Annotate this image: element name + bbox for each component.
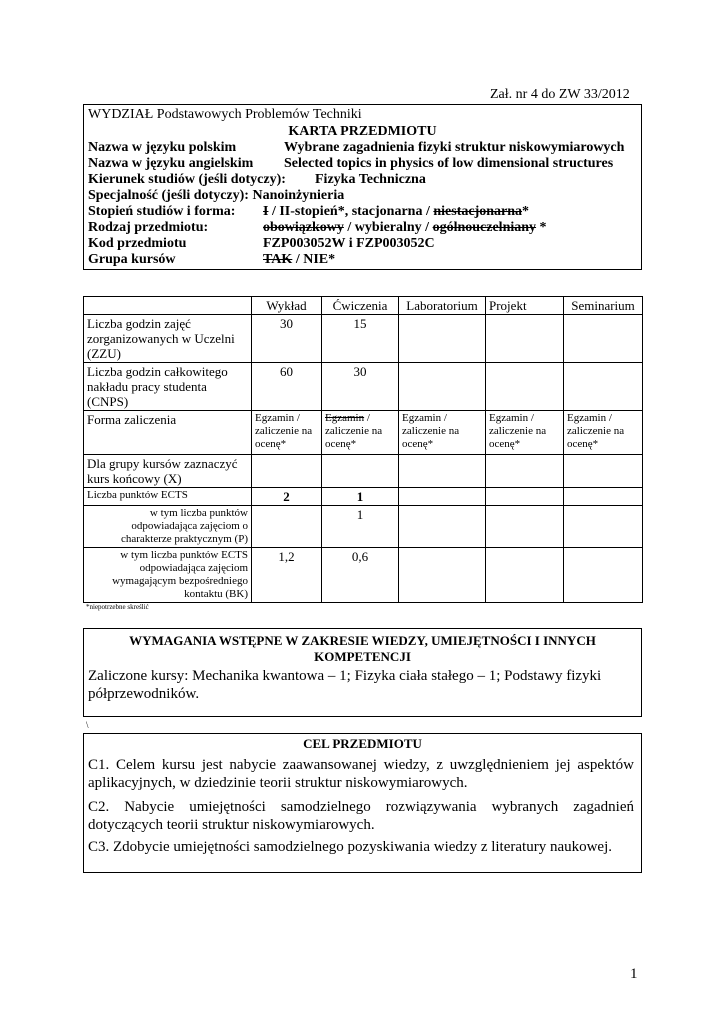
table-cell	[486, 455, 564, 488]
row-label: w tym liczba punktów ECTS odpowiadająca zajęciom wymagającym bezpośredniego kontaktu (BK)	[84, 548, 252, 603]
name-en-value: Selected topics in physics of low dimensional structures	[284, 156, 614, 171]
table-cell: Egzamin / zaliczenie na ocenę*	[564, 411, 643, 455]
table-cell	[399, 506, 486, 548]
requirements-text: Zaliczone kursy: Mechanika kwantowa – 1; Fizyka ciała stałego – 1; Podstawy fizyki półprzewodników.	[88, 668, 602, 702]
table-cell: 1	[322, 488, 399, 506]
field-label: Kierunek studiów (jeśli dotyczy):	[88, 172, 286, 187]
table-cell	[322, 411, 399, 455]
footnote: *niepotrzebne skreślić	[86, 603, 149, 611]
level-label: Stopień studiów i forma:	[88, 204, 236, 219]
table-cell: 2	[252, 488, 322, 506]
table-cell	[399, 455, 486, 488]
table-row	[84, 411, 643, 455]
name-pl-label: Nazwa w języku polskim	[88, 140, 237, 155]
column-header: Ćwiczenia	[322, 297, 399, 315]
table-row	[84, 548, 643, 603]
card-title: KARTA PRZEDMIOTU	[288, 124, 437, 139]
requirements-box	[83, 628, 642, 717]
code-label: Kod przedmiotu	[88, 236, 187, 251]
goal-c1: C1. Celem kursu jest nabycie zaawansowanej wiedzy, z uwzględnieniem jej aspektów aplikacyjnych, w dziedzinie teorii struktur niskowymiarowych.	[88, 757, 634, 791]
specialty-value: Nanoinżynieria	[252, 188, 345, 203]
type-row	[88, 220, 547, 236]
name-pl-row	[88, 140, 625, 156]
row-label: Forma zaliczenia	[84, 411, 252, 455]
table-cell	[486, 548, 564, 603]
goal-c3: C3. Zdobycie umiejętności samodzielnego pozyskiwania wiedzy z literatury naukowej.	[88, 839, 613, 855]
table-cell: Egzamin / zaliczenie na ocenę*	[486, 411, 564, 455]
type-mid: / wybieralny /	[347, 220, 430, 235]
table-row	[84, 455, 643, 488]
attachment-reference: Zał. nr 4 do ZW 33/2012	[490, 87, 630, 102]
table-row	[84, 506, 643, 548]
level-struck-first: I	[263, 204, 269, 219]
table-cell	[564, 455, 643, 488]
specialty-row	[88, 188, 344, 204]
table-cell: Egzamin / zaliczenie na ocenę*	[252, 411, 322, 455]
type-asterisk: *	[539, 220, 547, 235]
goals-box	[83, 733, 642, 873]
struck-exam: Egzamin	[325, 412, 365, 424]
table-cell	[399, 548, 486, 603]
table-cell	[252, 506, 322, 548]
table-cell	[564, 548, 643, 603]
table-cell	[399, 488, 486, 506]
table-cell: 30	[252, 315, 322, 363]
stray-mark: \	[86, 720, 89, 730]
table-cell: 15	[322, 315, 399, 363]
type-struck-second: ogólnouczelniany	[432, 220, 537, 235]
name-en-row	[88, 156, 614, 172]
table-cell	[322, 455, 399, 488]
table-cell	[486, 488, 564, 506]
column-header: Laboratorium	[399, 297, 486, 315]
name-pl-value: Wybrane zagadnienia fizyki struktur niskowymiarowych	[284, 140, 625, 155]
table-cell	[486, 506, 564, 548]
code-row	[88, 236, 435, 252]
code-value: FZP003052W i FZP003052C	[263, 236, 435, 251]
group-end: / NIE*	[295, 252, 336, 267]
specialty-label: Specjalność (jeśli dotyczy):	[88, 188, 249, 203]
table-cell	[399, 315, 486, 363]
table-cell	[564, 315, 643, 363]
field-row	[88, 172, 426, 188]
table-cell	[564, 488, 643, 506]
level-row	[88, 204, 530, 220]
group-label: Grupa kursów	[88, 252, 176, 267]
column-header: Seminarium	[564, 297, 643, 315]
level-mid: / II-stopień*, stacjonarna /	[271, 204, 430, 219]
table-cell	[486, 315, 564, 363]
type-label: Rodzaj przedmiotu:	[88, 220, 209, 235]
name-en-label: Nazwa w języku angielskim	[88, 156, 254, 171]
column-header: Projekt	[486, 297, 564, 315]
table-row	[84, 315, 643, 363]
table-cell	[252, 455, 322, 488]
hours-table	[83, 296, 643, 603]
row-label: Liczba godzin zajęć zorganizowanych w Uczelni (ZZU)	[84, 315, 252, 363]
type-value	[263, 220, 547, 236]
row-label: Liczba godzin całkowitego nakładu pracy studenta (CNPS)	[84, 363, 252, 411]
row-label: w tym liczba punktów odpowiadająca zajęciom o charakterze praktycznym (P)	[84, 506, 252, 548]
page-number: 1	[630, 966, 638, 982]
header-empty-cell	[84, 297, 252, 315]
table-cell: Egzamin / zaliczenie na ocenę*	[399, 411, 486, 455]
row-label: Liczba punktów ECTS	[84, 488, 252, 506]
table-header-row	[84, 297, 643, 315]
group-row	[88, 252, 336, 268]
column-header: Wykład	[252, 297, 322, 315]
goal-c2: C2. Nabycie umiejętności samodzielnego rozwiązywania wybranych zagadnień dotyczących teorii struktur niskowymiarowych.	[88, 799, 634, 833]
table-cell: 1,2	[252, 548, 322, 603]
table-row	[84, 488, 643, 506]
group-value	[263, 252, 335, 268]
group-struck: TAK	[263, 252, 293, 267]
level-struck-second: niestacjonarna	[433, 204, 523, 219]
table-cell: 0,6	[322, 548, 399, 603]
field-value: Fizyka Techniczna	[315, 172, 426, 187]
table-cell: 30	[322, 363, 399, 411]
goals-title: CEL PRZEDMIOTU	[303, 736, 422, 751]
level-value	[263, 204, 529, 220]
requirements-title: WYMAGANIA WSTĘPNE W ZAKRESIE WIEDZY, UMIEJĘTNOŚCI I INNYCH KOMPETENCJI	[129, 633, 596, 664]
form-rest: / zaliczenie na ocenę*	[325, 412, 383, 450]
table-cell	[564, 363, 643, 411]
level-asterisk: *	[522, 204, 530, 219]
table-cell: 1	[322, 506, 399, 548]
row-label: Dla grupy kursów zaznaczyć kurs końcowy (X)	[84, 455, 252, 488]
table-row	[84, 363, 643, 411]
faculty-name: WYDZIAŁ Podstawowych Problemów Techniki	[88, 107, 362, 122]
course-header-box	[83, 104, 642, 270]
table-cell	[486, 363, 564, 411]
type-struck-first: obowiązkowy	[263, 220, 344, 235]
table-cell: 60	[252, 363, 322, 411]
table-cell	[564, 506, 643, 548]
table-cell	[399, 363, 486, 411]
